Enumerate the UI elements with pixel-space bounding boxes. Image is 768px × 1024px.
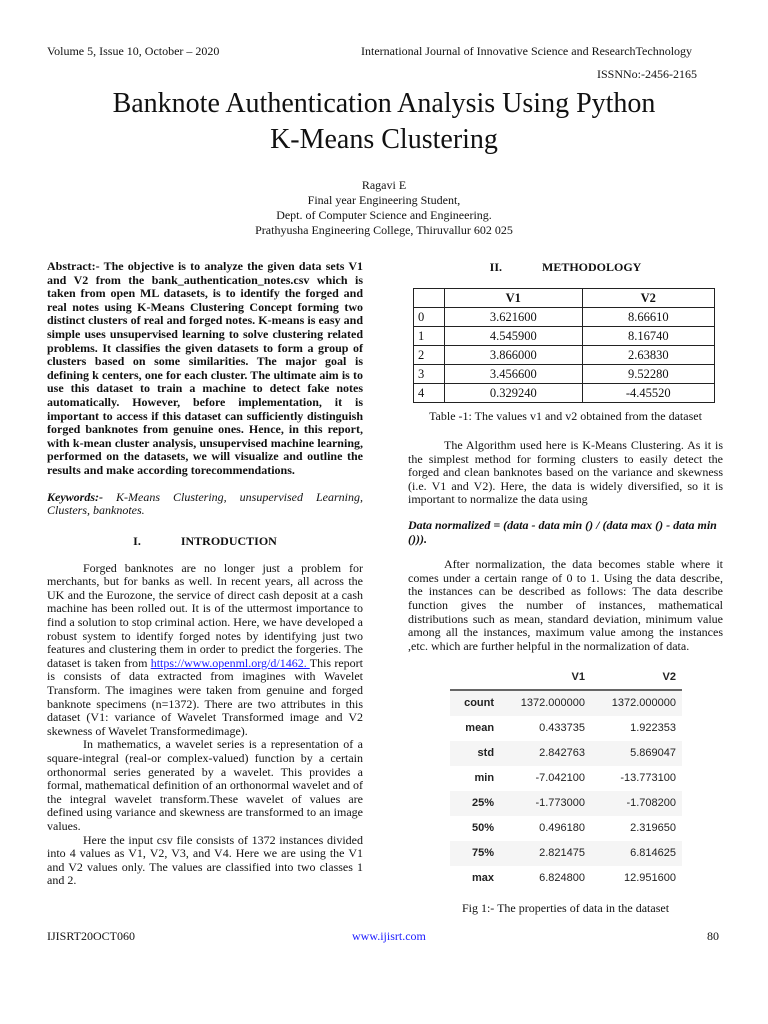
journal-name: International Journal of Innovative Science and ResearchTechnology [361,44,693,58]
intro-num: I. [133,533,141,548]
table-cell: 1372.000000 [591,690,682,716]
dataset-link[interactable]: https://www.openml.org/d/1462. [150,655,310,670]
methodology-paragraph-1: The Algorithm used here is K-Means Clustering. As it is the simplest method for forming clusters to easily detect the forged and clean banknotes based on the variance and skewness (i.e. V1 and V2). Here, the data is widely diversified, so it is important to normalize the data using [408,438,723,507]
table-cell: 0.433735 [539,721,586,734]
table-cell: 8.16740 [582,327,714,346]
table-cell: 0 [414,308,445,327]
table-cell: 75% [450,841,500,866]
table-cell: 25% [450,791,500,816]
page-header [0,0,768,86]
table-cell: std [450,741,500,766]
paper-title [0,86,768,158]
author-dept: Dept. of Computer Science and Engineering. [276,208,492,222]
table-cell: -1.773000 [500,791,591,816]
table-cell: 2.63830 [582,346,714,365]
table-cell: count [450,690,500,716]
methodology-num: II. [489,260,502,274]
table-cell: 0.329240 [445,384,583,403]
table-cell: 3.456600 [445,365,583,384]
normalization-formula: Data normalized = (data - data min () / (data max () - data min ())). [408,517,717,546]
abstract [47,260,363,478]
table-cell: 12.951600 [624,871,676,884]
author-block [0,178,768,238]
table-cell: 1372.000000 [500,690,591,716]
keywords [47,491,363,518]
table-cell: min [474,771,495,784]
table-cell: 1 [414,327,445,346]
table-cell: 5.869047 [591,741,682,766]
figure-1-caption: Fig 1:- The properties of data in the dataset [461,900,670,915]
table-cell: mean [465,721,495,734]
intro-heading [47,534,363,548]
table-row [450,866,682,891]
author-role: Final year Engineering Student, [307,193,461,207]
table-cell: 1.922353 [630,721,676,734]
table-cell: -4.45520 [582,384,714,403]
table-cell: 0.496180 [539,821,586,834]
table-cell: 2.842763 [500,741,591,766]
left-column [47,260,363,888]
intro-title: INTRODUCTION [180,533,277,548]
data-properties-table [450,667,682,891]
table-cell: 6.824800 [539,871,586,884]
footer-paper-id: IJISRT20OCT060 [47,928,135,943]
table-cell: -7.042100 [535,771,586,784]
volume-info: Volume 5, Issue 10, October – 2020 [47,44,220,58]
table-cell: 2.319650 [630,821,676,834]
col-header [450,667,500,690]
table-row [450,816,682,841]
table-row [414,365,715,384]
intro-paragraph-3: Here the input csv file consists of 1372 instances divided into 4 values as V1, V2, V3, and V4. Here we are using the V1 and V2 values only. The values are classified into two classes 1 and 2. [47,832,363,888]
methodology-heading [408,260,723,274]
col-header: V1 [445,289,583,308]
table-cell: 6.814625 [591,841,682,866]
intro-text: Forged banknotes are no longer just a problem for merchants, but for banks as well. In recent years, all across the UK and the Eurozone, the service of direct cash deposit at a cash machine has been rolled out. It is of the uttermost importance to find a solution to stop criminal action. Here, we have developed a robust system to identify forged notes by identifying just two features and clustering them in order to predict the forgeries. The dataset is taken from [47,560,363,670]
two-column-body [0,260,768,915]
table-row [450,766,682,791]
table-row [414,308,715,327]
keywords-text: K-Means Clustering, unsupervised Learning, Clusters, banknotes. [47,489,363,518]
abstract-text: The objective is to analyze the given data sets V1 and V2 from the bank_authentication_notes.csv which is taken from open ML datasets, is to identify the forged and real notes using K-Means Clustering Concept forming two distinct clusters of real and forged notes. K-means is easy and simple uses unsupervised learning to solve clustering related problems. It classifies the given datasets to form a group of clusters based on some similarities. The major goal is defining k centers, one for each cluster. The ultimate aim is to use this dataset to train a machine to detect fake notes automatically. However, before implementation, it is important to access if this dataset can sufficiently distinguish forged banknotes from genuine ones. Hence, in this report, with k-mean cluster analysis, unsupervised machine learning, performed on the datasets, we will visualize and outline the results and make according torecommendations. [47,259,363,477]
table-cell: 3.621600 [445,308,583,327]
issn: ISSNNo:-2456-2165 [597,67,698,81]
col-header: V1 [500,667,591,690]
table-row [450,716,682,741]
table-row [450,690,682,716]
table-row [450,791,682,816]
values-table [413,288,715,403]
table-cell: 3 [414,365,445,384]
table-row [450,741,682,766]
keywords-label: Keywords:- [47,489,103,504]
methodology-title: METHODOLOGY [542,260,642,274]
table-cell: -1.708200 [591,791,682,816]
col-header: V2 [582,289,714,308]
table-cell: 4.545900 [445,327,583,346]
table-row [414,384,715,403]
intro-text-cont: This report is consists of data extracted from imagines with Wavelet Transform. The imagines were taken from genuine and forged banknote specimens (n=1372). There are two attributes in this dataset (V1: variance of Wavelet Transformed image and V2 skewness of Wavelet Transformedimage). [47,655,363,738]
intro-paragraph-1 [47,562,363,739]
table-row [414,346,715,365]
table-cell: 3.866000 [445,346,583,365]
footer-website-link[interactable]: www.ijisrt.com [352,928,426,943]
intro-paragraph-2: In mathematics, a wavelet series is a representation of a square-integral (real-or complex-valued) function by a certain orthonormal series generated by a wavelet. This provides a formal, mathematical definition of an orthonormal wavelet and of the integral wavelet transform.These wavelet of values are defined using variance and skewness are transformed to an image values. [47,737,363,833]
title-line-1: Banknote Authentication Analysis Using Python [112,88,656,119]
author-college: Prathyusha Engineering College, Thiruvallur 602 025 [255,223,513,237]
table-row [414,327,715,346]
table-cell: 50% [472,821,495,834]
right-column [408,260,723,915]
col-header [414,289,445,308]
table-cell: max [472,871,495,884]
title-line-2: K-Means Clustering [270,124,498,155]
page-number: 80 [707,928,719,943]
table-1-caption: Table -1: The values v1 and v2 obtained from the dataset [429,409,702,423]
table-row [450,841,682,866]
table-cell: 2 [414,346,445,365]
abstract-label: Abstract:- [47,259,100,273]
page-footer [0,929,768,959]
table-cell: 8.66610 [582,308,714,327]
author-name: Ragavi E [361,178,407,192]
table-cell: -13.773100 [620,771,676,784]
table-cell: 2.821475 [500,841,591,866]
table-cell: 4 [414,384,445,403]
col-header: V2 [591,667,682,690]
methodology-paragraph-2: After normalization, the data becomes stable where it comes under a certain range of 0 to 1. Using the data describe, the instances can be described as follows: The data describe function gives the number of instances, mathematical distributions such as mean, standard deviation, minimum value among all the instances, maximum value among the instances ,etc. which are further helpful in the normalization of data. [408,557,723,653]
table-cell: 9.52280 [582,365,714,384]
